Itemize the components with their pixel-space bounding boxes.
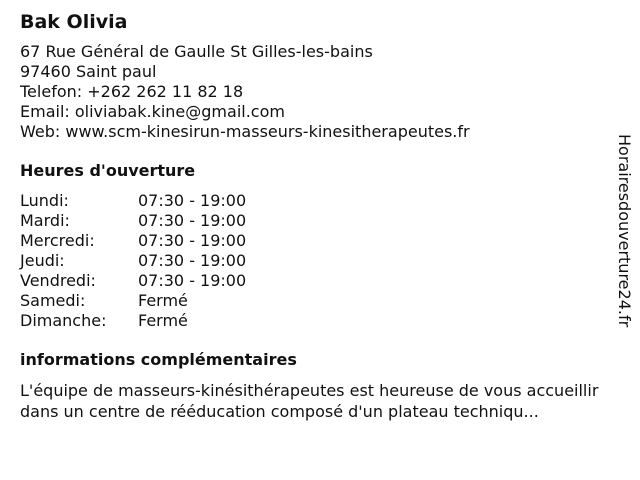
additional-info-text: L'équipe de masseurs-kinésithérapeutes est heureuse de vous accueillir dans un centre de rééducation composé d'un plateau techniqu... [20,381,599,421]
hours-row-thursday [20,251,246,271]
hours-day: Jeudi: [20,251,65,270]
address-line-2: 97460 Saint paul [20,62,157,81]
hours-row-monday [20,191,246,211]
hours-row-tuesday [20,211,246,231]
hours-row-friday [20,271,246,291]
site-watermark: Horairesdouverture24.fr [615,134,634,328]
business-card [20,10,610,422]
opening-hours-table [20,191,246,331]
hours-time: 07:30 - 19:00 [138,211,247,230]
website-line: Web: www.scm-kinesirun-masseurs-kinesitherapeutes.fr [20,122,470,141]
hours-day: Mercredi: [20,231,95,250]
hours-row-sunday [20,311,246,331]
hours-row-wednesday [20,231,246,251]
hours-time: 07:30 - 19:00 [138,251,247,270]
hours-day: Vendredi: [20,271,96,290]
hours-day: Dimanche: [20,311,107,330]
hours-time: Fermé [138,291,188,310]
email-line: Email: oliviabak.kine@gmail.com [20,102,285,121]
hours-row-saturday [20,291,246,311]
phone-line: Telefon: +262 262 11 82 18 [20,82,244,101]
business-name: Bak Olivia [20,11,128,33]
opening-hours-heading: Heures d'ouverture [20,161,196,180]
hours-day: Lundi: [20,191,69,210]
hours-time: 07:30 - 19:00 [138,191,247,210]
hours-time: Fermé [138,311,188,330]
hours-time: 07:30 - 19:00 [138,231,247,250]
hours-time: 07:30 - 19:00 [138,271,247,290]
address-line-1: 67 Rue Général de Gaulle St Gilles-les-bains [20,42,373,61]
hours-day: Mardi: [20,211,70,230]
hours-day: Samedi: [20,291,86,310]
additional-info-heading: informations complémentaires [20,350,297,369]
